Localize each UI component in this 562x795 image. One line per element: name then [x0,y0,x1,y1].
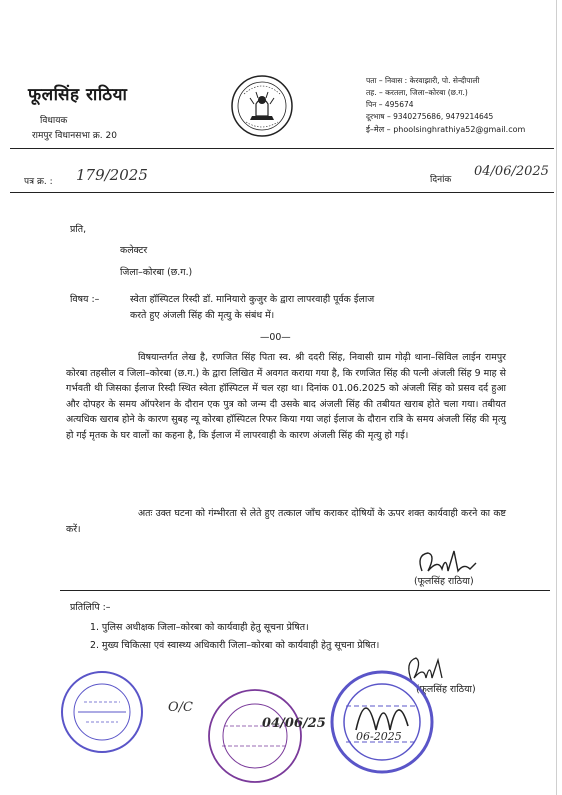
office-stamp-left [58,668,146,756]
address-line: पता – निवास : केरवाझारी, पो. सेन्दीपाली [366,76,480,85]
emblem-seal-icon [230,74,294,138]
email-line: ई–मेल – phoolsinghrathiya52@gmail.com [366,125,526,134]
address-line: तह. – करतला, जिला–कोरबा (छ.ग.) [366,88,468,97]
letter-date: 04/06/2025 [474,164,549,179]
mla-office-stamp [326,666,438,778]
ref-divider [10,192,554,193]
copies-label: प्रतिलिपि :– [70,602,111,613]
subject-label: विषय :– [70,294,100,305]
ref-number: 179/2025 [76,166,148,184]
copy-item: 1. पुलिस अधीक्षक जिला–कोरबा को कार्यवाही हेतु सूचना प्रेषित। [90,622,309,633]
letterhead-constituency: रामपुर विधानसभा क्र. 20 [32,131,117,141]
date-label: दिनांक [430,175,452,185]
prati: प्रति, [70,224,87,235]
copy-item: 2. मुख्य चिकित्सा एवं स्वास्थ्य अधिकारी जिला–कोरबा को कार्यवाही हेतु सूचना प्रेषित। [90,640,380,651]
signatory-name: (फूलसिंह राठिया) [414,576,474,587]
recipient-place: जिला–कोरबा (छ.ग.) [120,267,193,278]
subject-line-2: करते हुए अंजली सिंह की मृत्यु के संबंध में। [130,310,275,321]
bottom-signatory-name: (फूलसिंह राठिया) [416,684,476,695]
recipient-title: कलेक्टर [120,245,148,256]
receipt-stamp [200,686,310,786]
body-paragraph-2: अतः उक्त घटना को गंम्भीरता से लेते हुए तत्काल जाँच कराकर दोषियों के ऊपर शक्त कार्यवाही करने का कष्ट करें। [66,508,506,535]
pin-line: पिन – 495674 [366,100,414,109]
phone-line: दूरभाष – 9340275686, 9479214645 [366,112,494,121]
letterhead-designation: विधायक [40,116,68,126]
ref-label: पत्र क्र. : [24,177,53,187]
sign-date: 06-2025 [356,730,402,743]
received-date: 04/06/25 [262,716,326,731]
separator: —00— [260,332,291,343]
body-paragraph-1: विषयान्तर्गत लेख है, रणजित सिंह पिता स्व. श्री ददरी सिंह, निवासी ग्राम गोढ़ी थाना–सिविल लाईन रामपुर कोरबा तहसील व जिला–कोरबा (छ.ग.) के द्वारा लिखित में अवगत कराया गया है, कि रणजित सिंह की पत्नी अंजली सिंह 9 माह से गर्भवती थी जिसका ईलाज रिस्दी स्थित स्वेता हॉस्पिटल में चल रहा था। दिनांक 01.06.2025 को अंजली सिंह को प्रसव दर्द हुआ और दोपहर के समय ऑपरेशन के दौरान एक पुत्र को जन्म दी उसके बाद अंजली सिंह की तबीयत खराब होते चला गया। तबीयत अत्यधिक खराब होने के कारण सुबह न्यू कोरबा हॉस्पिटल रिफर किया गया जहां ईलाज के दौरान रात्रि के समय अंजली सिंह की मृत्यु हो गई मृतक के घर वालों का कहना है, कि ईलाज में लापरवाही के कारण अंजली सिंह की मृत्यु हो गई। [66,352,506,441]
receipt-note: O/C [168,700,193,715]
copy-divider [60,590,550,591]
letterhead-name: फूलसिंह राठिया [28,85,128,105]
subject-line-1: स्वेता हॉस्पिटल रिस्दी डॉ. मानियारो कुजुर के द्वारा लापरवाही पूर्वक ईलाज [130,294,375,305]
letterhead-divider [10,148,554,149]
